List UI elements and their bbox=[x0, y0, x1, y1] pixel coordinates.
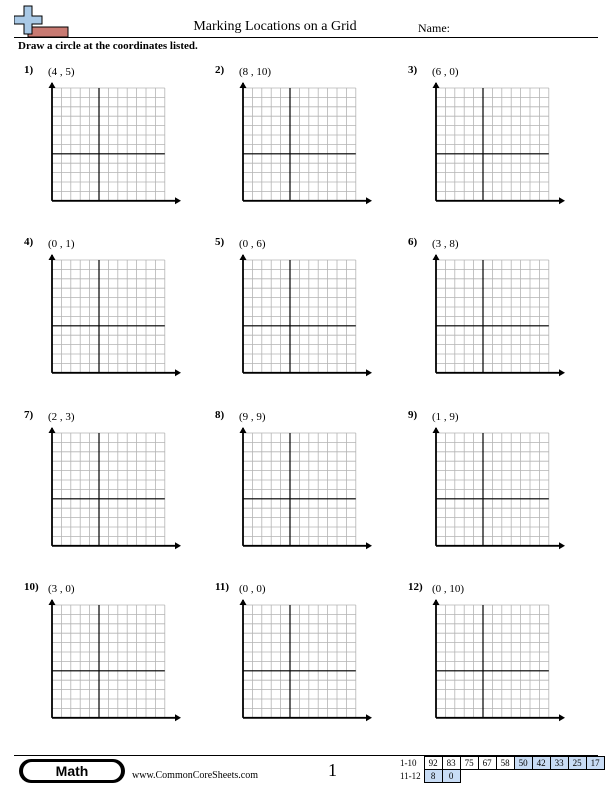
problem-item bbox=[24, 581, 214, 746]
problem-coordinate: (3 , 8) bbox=[432, 238, 459, 250]
coordinate-grid[interactable] bbox=[426, 254, 566, 388]
score-cell: 50 bbox=[514, 757, 532, 770]
name-label: Name: bbox=[418, 21, 450, 35]
problem-item bbox=[215, 236, 405, 401]
score-cell: 33 bbox=[550, 757, 568, 770]
instructions: Draw a circle at the coordinates listed. bbox=[18, 40, 198, 52]
y-axis-arrow-icon bbox=[433, 599, 440, 605]
score-row-label: 1-10 bbox=[400, 758, 417, 768]
problem-item bbox=[215, 64, 405, 229]
score-cell: 17 bbox=[586, 757, 604, 770]
coordinate-grid[interactable] bbox=[426, 427, 566, 561]
x-axis-arrow-icon bbox=[559, 197, 565, 204]
problem-number: 2) bbox=[215, 64, 225, 76]
x-axis-arrow-icon bbox=[175, 197, 181, 204]
y-axis-arrow-icon bbox=[49, 599, 56, 605]
page-title: Marking Locations on a Grid bbox=[193, 19, 357, 34]
problem-coordinate: (1 , 9) bbox=[432, 411, 459, 423]
problem-item bbox=[215, 409, 405, 574]
score-cell: 25 bbox=[568, 757, 586, 770]
score-cell: 0 bbox=[442, 770, 460, 783]
x-axis-arrow-icon bbox=[559, 542, 565, 549]
score-cell: 58 bbox=[496, 757, 514, 770]
y-axis-arrow-icon bbox=[433, 82, 440, 88]
y-axis-arrow-icon bbox=[49, 254, 56, 260]
problem-coordinate: (8 , 10) bbox=[239, 66, 272, 78]
coordinate-grid[interactable] bbox=[42, 254, 182, 388]
problem-coordinate: (2 , 3) bbox=[48, 411, 75, 423]
x-axis-arrow-icon bbox=[175, 369, 181, 376]
coordinate-grid[interactable] bbox=[426, 82, 566, 216]
x-axis-arrow-icon bbox=[559, 369, 565, 376]
coordinate-grid[interactable] bbox=[426, 599, 566, 733]
y-axis-arrow-icon bbox=[240, 82, 247, 88]
x-axis-arrow-icon bbox=[366, 197, 372, 204]
problem-item bbox=[24, 409, 214, 574]
score-cell: 92 bbox=[424, 757, 442, 770]
score-cell: 8 bbox=[424, 770, 442, 783]
coordinate-grid[interactable] bbox=[233, 82, 373, 216]
problem-number: 3) bbox=[408, 64, 418, 76]
logo-plus-icon bbox=[14, 4, 72, 38]
coordinate-grid[interactable] bbox=[42, 599, 182, 733]
coordinate-grid[interactable] bbox=[233, 427, 373, 561]
score-cell: 67 bbox=[478, 757, 496, 770]
coordinate-grid[interactable] bbox=[233, 254, 373, 388]
coordinate-grid[interactable] bbox=[233, 599, 373, 733]
score-row-label: 11-12 bbox=[400, 771, 421, 781]
problem-number: 7) bbox=[24, 409, 34, 421]
problem-number: 5) bbox=[215, 236, 225, 248]
math-badge-label: Math bbox=[23, 762, 121, 780]
x-axis-arrow-icon bbox=[366, 714, 372, 721]
problem-number: 9) bbox=[408, 409, 418, 421]
x-axis-arrow-icon bbox=[366, 369, 372, 376]
score-cell: 75 bbox=[460, 757, 478, 770]
header-divider bbox=[14, 37, 598, 38]
problem-number: 10) bbox=[24, 581, 39, 593]
problem-coordinate: (4 , 5) bbox=[48, 66, 75, 78]
y-axis-arrow-icon bbox=[433, 427, 440, 433]
problem-number: 1) bbox=[24, 64, 34, 76]
y-axis-arrow-icon bbox=[49, 427, 56, 433]
problem-coordinate: (0 , 10) bbox=[432, 583, 465, 595]
problem-coordinate: (0 , 0) bbox=[239, 583, 266, 595]
y-axis-arrow-icon bbox=[433, 254, 440, 260]
score-table bbox=[398, 756, 605, 783]
score-row bbox=[398, 770, 604, 783]
problem-number: 4) bbox=[24, 236, 34, 248]
problem-coordinate: (3 , 0) bbox=[48, 583, 75, 595]
problem-number: 8) bbox=[215, 409, 225, 421]
problem-number: 12) bbox=[408, 581, 423, 593]
problem-coordinate: (6 , 0) bbox=[432, 66, 459, 78]
site-url: www.CommonCoreSheets.com bbox=[132, 770, 259, 781]
score-cell: 42 bbox=[532, 757, 550, 770]
problem-item bbox=[408, 236, 598, 401]
problem-item bbox=[215, 581, 405, 746]
x-axis-arrow-icon bbox=[175, 714, 181, 721]
x-axis-arrow-icon bbox=[366, 542, 372, 549]
y-axis-arrow-icon bbox=[240, 599, 247, 605]
coordinate-grid[interactable] bbox=[42, 427, 182, 561]
problem-item bbox=[408, 64, 598, 229]
y-axis-arrow-icon bbox=[49, 82, 56, 88]
page-number: 1 bbox=[328, 760, 337, 780]
problem-item bbox=[408, 409, 598, 574]
score-row bbox=[398, 757, 604, 770]
problem-item bbox=[24, 236, 214, 401]
problem-item bbox=[24, 64, 214, 229]
problem-coordinate: (0 , 6) bbox=[239, 238, 266, 250]
problem-number: 6) bbox=[408, 236, 418, 248]
y-axis-arrow-icon bbox=[240, 427, 247, 433]
problem-coordinate: (0 , 1) bbox=[48, 238, 75, 250]
y-axis-arrow-icon bbox=[240, 254, 247, 260]
math-badge bbox=[19, 759, 125, 783]
coordinate-grid[interactable] bbox=[42, 82, 182, 216]
problem-item bbox=[408, 581, 598, 746]
problem-coordinate: (9 , 9) bbox=[239, 411, 266, 423]
x-axis-arrow-icon bbox=[559, 714, 565, 721]
problem-number: 11) bbox=[215, 581, 230, 593]
x-axis-arrow-icon bbox=[175, 542, 181, 549]
score-cell: 83 bbox=[442, 757, 460, 770]
